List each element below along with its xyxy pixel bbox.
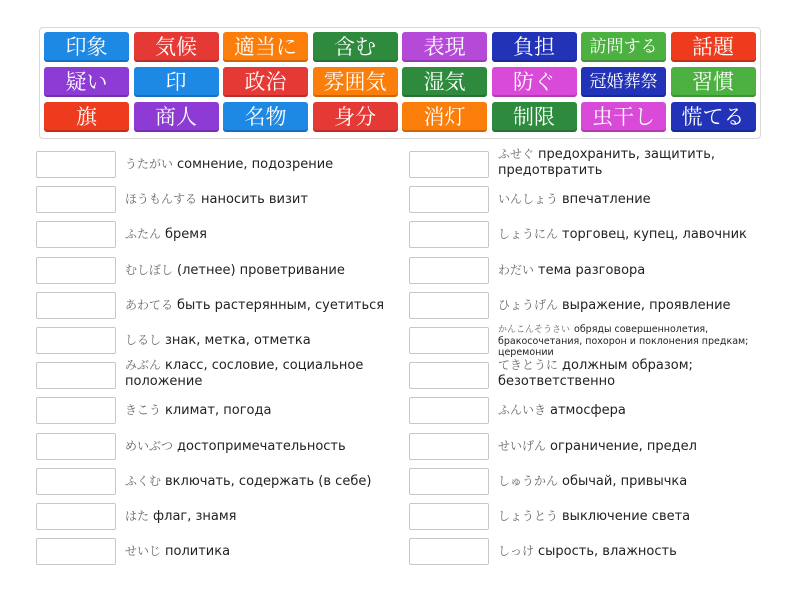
answer-drop-zone[interactable] xyxy=(36,257,116,284)
answer-drop-zone[interactable] xyxy=(409,257,489,284)
word-tile[interactable] xyxy=(402,67,487,97)
clue-text xyxy=(125,332,415,349)
clue-reading: あわてる xyxy=(125,297,174,312)
clue-text xyxy=(125,402,415,419)
clue-meaning: торговец, купец, лавочник xyxy=(562,227,747,243)
word-tile[interactable] xyxy=(44,32,129,62)
clue-text xyxy=(498,543,788,560)
word-tile[interactable] xyxy=(223,102,308,132)
clue-reading: めいぶつ xyxy=(125,438,174,453)
word-tile-label: 気候 xyxy=(155,34,197,59)
answer-drop-zone[interactable] xyxy=(409,538,489,565)
clue-meaning: наносить визит xyxy=(201,192,308,208)
clue-reading: いんしょう xyxy=(498,192,559,207)
word-tile-label: 身分 xyxy=(334,104,376,129)
clue-text xyxy=(498,297,788,314)
answer-drop-zone[interactable] xyxy=(409,221,489,248)
word-tile-label: 印 xyxy=(165,69,187,94)
answer-drop-zone[interactable] xyxy=(36,538,116,565)
clue-reading: ほうもんする xyxy=(125,192,198,207)
answer-drop-zone[interactable] xyxy=(409,151,489,178)
word-tile-label: 適当に xyxy=(234,34,297,59)
clue-reading: せいげん xyxy=(498,438,547,453)
word-tile-label: 冠婚葬祭 xyxy=(589,71,658,92)
word-tile[interactable] xyxy=(223,32,308,62)
answer-drop-zone[interactable] xyxy=(36,433,116,460)
clue-meaning: политика xyxy=(165,544,231,560)
clue-reading: ふくむ xyxy=(125,473,162,488)
clue-text xyxy=(498,191,788,208)
word-tile-label: 政治 xyxy=(244,69,287,94)
word-tile[interactable] xyxy=(671,67,756,97)
clue-reading: せいじ xyxy=(125,544,162,559)
word-tile-label: 表現 xyxy=(423,34,466,59)
clue-text xyxy=(498,508,788,525)
clue-meaning: сырость, влажность xyxy=(538,544,677,560)
word-tile-label: 慌てる xyxy=(681,104,745,129)
clue-reading: はた xyxy=(125,509,150,523)
clue-reading: てきとうに xyxy=(498,358,559,373)
clue-meaning: класс, сословие, социальное положение xyxy=(125,358,364,390)
clue-reading: わだい xyxy=(498,262,535,277)
clue-meaning: атмосфера xyxy=(550,403,626,419)
answer-drop-zone[interactable] xyxy=(36,397,116,424)
clue-text xyxy=(125,226,415,243)
word-tile-label: 旗 xyxy=(76,104,97,129)
word-tile[interactable] xyxy=(134,102,219,132)
word-tile[interactable] xyxy=(134,67,219,97)
word-tile[interactable] xyxy=(492,67,577,97)
word-tile-label: 疑い xyxy=(65,69,108,94)
word-tile[interactable] xyxy=(313,67,398,97)
answer-drop-zone[interactable] xyxy=(409,397,489,424)
word-tile[interactable] xyxy=(492,102,577,132)
clue-meaning: сомнение, подозрение xyxy=(177,157,334,172)
answer-drop-zone[interactable] xyxy=(409,292,489,319)
clue-text xyxy=(498,402,788,419)
clue-meaning: включать, содержать (в себе) xyxy=(165,473,372,489)
clue-meaning: ограничение, предел xyxy=(550,438,697,454)
word-tile[interactable] xyxy=(581,67,666,97)
word-tile[interactable] xyxy=(581,102,666,132)
word-tile-label: 消灯 xyxy=(423,104,466,129)
word-tile-label: 虫干し xyxy=(592,104,655,129)
clue-text xyxy=(498,146,788,179)
word-tile[interactable] xyxy=(44,67,129,97)
word-tile[interactable] xyxy=(581,32,666,62)
word-tile-label: 含む xyxy=(334,34,376,59)
clue-text xyxy=(498,473,788,490)
word-tile-label: 話題 xyxy=(692,34,734,59)
clue-meaning: достопримечательность xyxy=(177,438,346,454)
word-tile-label: 制限 xyxy=(513,104,555,129)
clue-text xyxy=(498,324,788,358)
clue-reading: みぶん xyxy=(125,358,162,373)
word-tile[interactable] xyxy=(402,32,487,62)
answer-drop-zone[interactable] xyxy=(36,221,116,248)
answer-drop-zone[interactable] xyxy=(409,433,489,460)
clue-meaning: предохранить, защитить, предотвратить xyxy=(498,147,716,178)
word-tile[interactable] xyxy=(671,102,756,132)
word-tile-label: 防ぐ xyxy=(513,69,555,94)
clue-text xyxy=(125,191,415,208)
word-tile[interactable] xyxy=(402,102,487,132)
word-tile[interactable] xyxy=(44,102,129,132)
clue-text xyxy=(125,543,415,560)
clue-meaning: бремя xyxy=(165,227,207,243)
answer-drop-zone[interactable] xyxy=(409,327,489,354)
clue-reading: しるし xyxy=(125,333,162,347)
clue-meaning: должным образом; безответственно xyxy=(498,358,693,390)
answer-drop-zone[interactable] xyxy=(36,468,116,495)
clue-reading: ふんいき xyxy=(498,403,547,418)
word-bank xyxy=(39,27,761,139)
clue-text xyxy=(125,508,415,525)
word-tile-label: 習慣 xyxy=(692,69,734,94)
clue-text xyxy=(498,262,788,279)
clue-reading: うたがい xyxy=(125,157,174,171)
clue-meaning: (летнее) проветривание xyxy=(177,262,345,278)
answer-drop-zone[interactable] xyxy=(409,362,489,389)
clue-reading: ひょうげん xyxy=(498,297,559,312)
clue-meaning: выражение, проявление xyxy=(562,297,731,313)
answer-drop-zone[interactable] xyxy=(36,362,116,389)
clue-reading: きこう xyxy=(125,403,162,418)
clue-meaning: флаг, знамя xyxy=(153,509,237,524)
word-tile-label: 雰囲気 xyxy=(323,69,387,94)
clue-text xyxy=(125,156,415,173)
word-tile-label: 訪問する xyxy=(589,36,658,57)
clue-meaning: знак, метка, отметка xyxy=(165,333,311,348)
answer-drop-zone[interactable] xyxy=(36,503,116,530)
clue-meaning: быть растерянным, суетиться xyxy=(177,297,385,313)
clue-text xyxy=(125,262,415,279)
word-tile[interactable] xyxy=(223,67,308,97)
word-tile[interactable] xyxy=(313,32,398,62)
word-tile-label: 名物 xyxy=(244,104,287,129)
clue-text xyxy=(125,438,415,455)
clue-text xyxy=(125,297,415,314)
word-tile-label: 湿気 xyxy=(423,69,466,94)
clue-meaning: тема разговора xyxy=(538,262,646,278)
clue-reading: しゅうかん xyxy=(498,473,559,488)
word-tile-label: 印象 xyxy=(65,34,108,59)
word-tile[interactable] xyxy=(134,32,219,62)
clue-reading: ふせぐ xyxy=(498,147,535,161)
clue-meaning: выключение света xyxy=(562,509,691,524)
word-tile[interactable] xyxy=(492,32,577,62)
word-tile[interactable] xyxy=(313,102,398,132)
answer-drop-zone[interactable] xyxy=(409,503,489,530)
word-tile-label: 負担 xyxy=(513,34,555,59)
clue-reading: しょうにん xyxy=(498,227,559,242)
clue-reading: むしぼし xyxy=(125,262,174,277)
clue-text xyxy=(498,438,788,455)
clue-meaning: обряды совершеннолетия, бракосочетания, похорон и поклонения предкам; церемонии xyxy=(498,324,749,358)
clue-reading: かんこんそうさい xyxy=(498,325,571,335)
clue-text xyxy=(498,357,788,390)
clue-reading: しっけ xyxy=(498,544,535,559)
clue-text xyxy=(125,473,415,490)
clue-reading: しょうとう xyxy=(498,509,559,523)
answer-drop-zone[interactable] xyxy=(36,151,116,178)
answer-drop-zone[interactable] xyxy=(36,327,116,354)
clue-text xyxy=(125,357,415,390)
clue-meaning: впечатление xyxy=(562,192,651,208)
answer-drop-zone[interactable] xyxy=(409,186,489,213)
clue-meaning: обычай, привычка xyxy=(562,473,688,489)
answer-drop-zone[interactable] xyxy=(36,186,116,213)
word-tile-label: 商人 xyxy=(155,104,197,129)
answer-drop-zone[interactable] xyxy=(409,468,489,495)
clue-text xyxy=(498,226,788,243)
clue-reading: ふたん xyxy=(125,227,162,242)
clue-meaning: климат, погода xyxy=(165,403,272,419)
answer-drop-zone[interactable] xyxy=(36,292,116,319)
word-tile[interactable] xyxy=(671,32,756,62)
